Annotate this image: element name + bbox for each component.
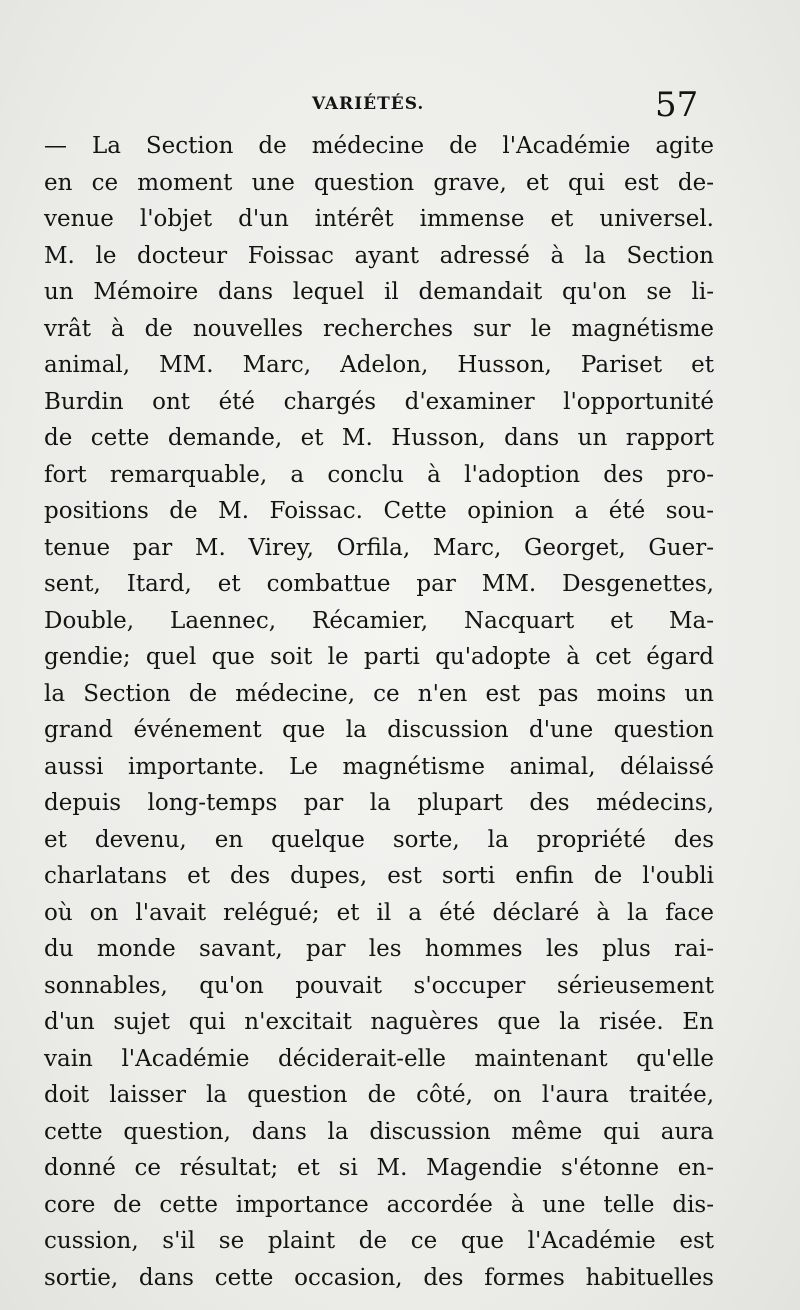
text-line: vrât à de nouvelles recherches sur le magnétisme bbox=[44, 315, 714, 342]
text-line: M. le docteur Foissac ayant adressé à la Section bbox=[44, 242, 714, 269]
text-line: fort remarquable, a conclu à l'adoption des pro- bbox=[44, 461, 714, 488]
text-line: un Mémoire dans lequel il demandait qu'on se li- bbox=[44, 279, 714, 305]
text-line: vain l'Académie déciderait-elle maintenant qu'elle bbox=[44, 1045, 714, 1072]
page-header bbox=[0, 85, 800, 128]
text-line: charlatans et des dupes, est sorti enfin de l'oubli bbox=[44, 863, 714, 889]
text-line: où on l'avait relégué; et il a été déclaré à la face bbox=[44, 899, 714, 926]
text-line: aussi importante. Le magnétisme animal, délaissé bbox=[44, 753, 714, 780]
text-line: grand événement que la discussion d'une question bbox=[44, 717, 714, 743]
text-line: venue l'objet d'un intérêt immense et universel. bbox=[44, 206, 714, 232]
text-line: animal, MM. Marc, Adelon, Husson, Pariset et bbox=[44, 352, 714, 378]
text-line: d'un sujet qui n'excitait naguères que la risée. En bbox=[44, 1009, 714, 1035]
text-line: doit laisser la question de côté, on l'aura traitée, bbox=[44, 1082, 714, 1108]
text-line: core de cette importance accordée à une telle dis- bbox=[44, 1191, 714, 1218]
page-number: 57 bbox=[655, 85, 699, 125]
text-line: Burdin ont été chargés d'examiner l'opportunité bbox=[44, 388, 714, 415]
text-line: de cette demande, et M. Husson, dans un rapport bbox=[44, 425, 714, 451]
text-line: sonnables, qu'on pouvait s'occuper sérieusement bbox=[44, 972, 714, 999]
text-line: Double, Laennec, Récamier, Nacquart et Ma- bbox=[44, 607, 714, 634]
text-line: depuis long-temps par la plupart des médecins, bbox=[44, 790, 714, 816]
text-line: la Section de médecine, ce n'en est pas moins un bbox=[44, 680, 714, 707]
text-line: positions de M. Foissac. Cette opinion a été sou- bbox=[44, 498, 714, 524]
text-line: gendie; quel que soit le parti qu'adopte à cet égard bbox=[44, 644, 714, 670]
text-line: du monde savant, par les hommes les plus rai- bbox=[44, 936, 714, 962]
text-line: — La Section de médecine de l'Académie agite bbox=[44, 133, 714, 159]
text-line: sent, Itard, et combattue par MM. Desgenettes, bbox=[44, 571, 714, 597]
text-line: cette question, dans la discussion même qui aura bbox=[44, 1118, 714, 1145]
body-text bbox=[44, 128, 714, 1296]
text-line: cussion, s'il se plaint de ce que l'Académie est bbox=[44, 1228, 714, 1254]
text-line: en ce moment une question grave, et qui est de- bbox=[44, 169, 714, 196]
text-line: tenue par M. Virey, Orfila, Marc, Georget, Guer- bbox=[44, 534, 714, 561]
running-head: VARIÉTÉS. bbox=[312, 94, 425, 114]
text-line: sortie, dans cette occasion, des formes habituelles bbox=[44, 1264, 714, 1291]
text-line: et devenu, en quelque sorte, la propriété des bbox=[44, 826, 714, 853]
text-line: donné ce résultat; et si M. Magendie s'étonne en- bbox=[44, 1155, 714, 1181]
